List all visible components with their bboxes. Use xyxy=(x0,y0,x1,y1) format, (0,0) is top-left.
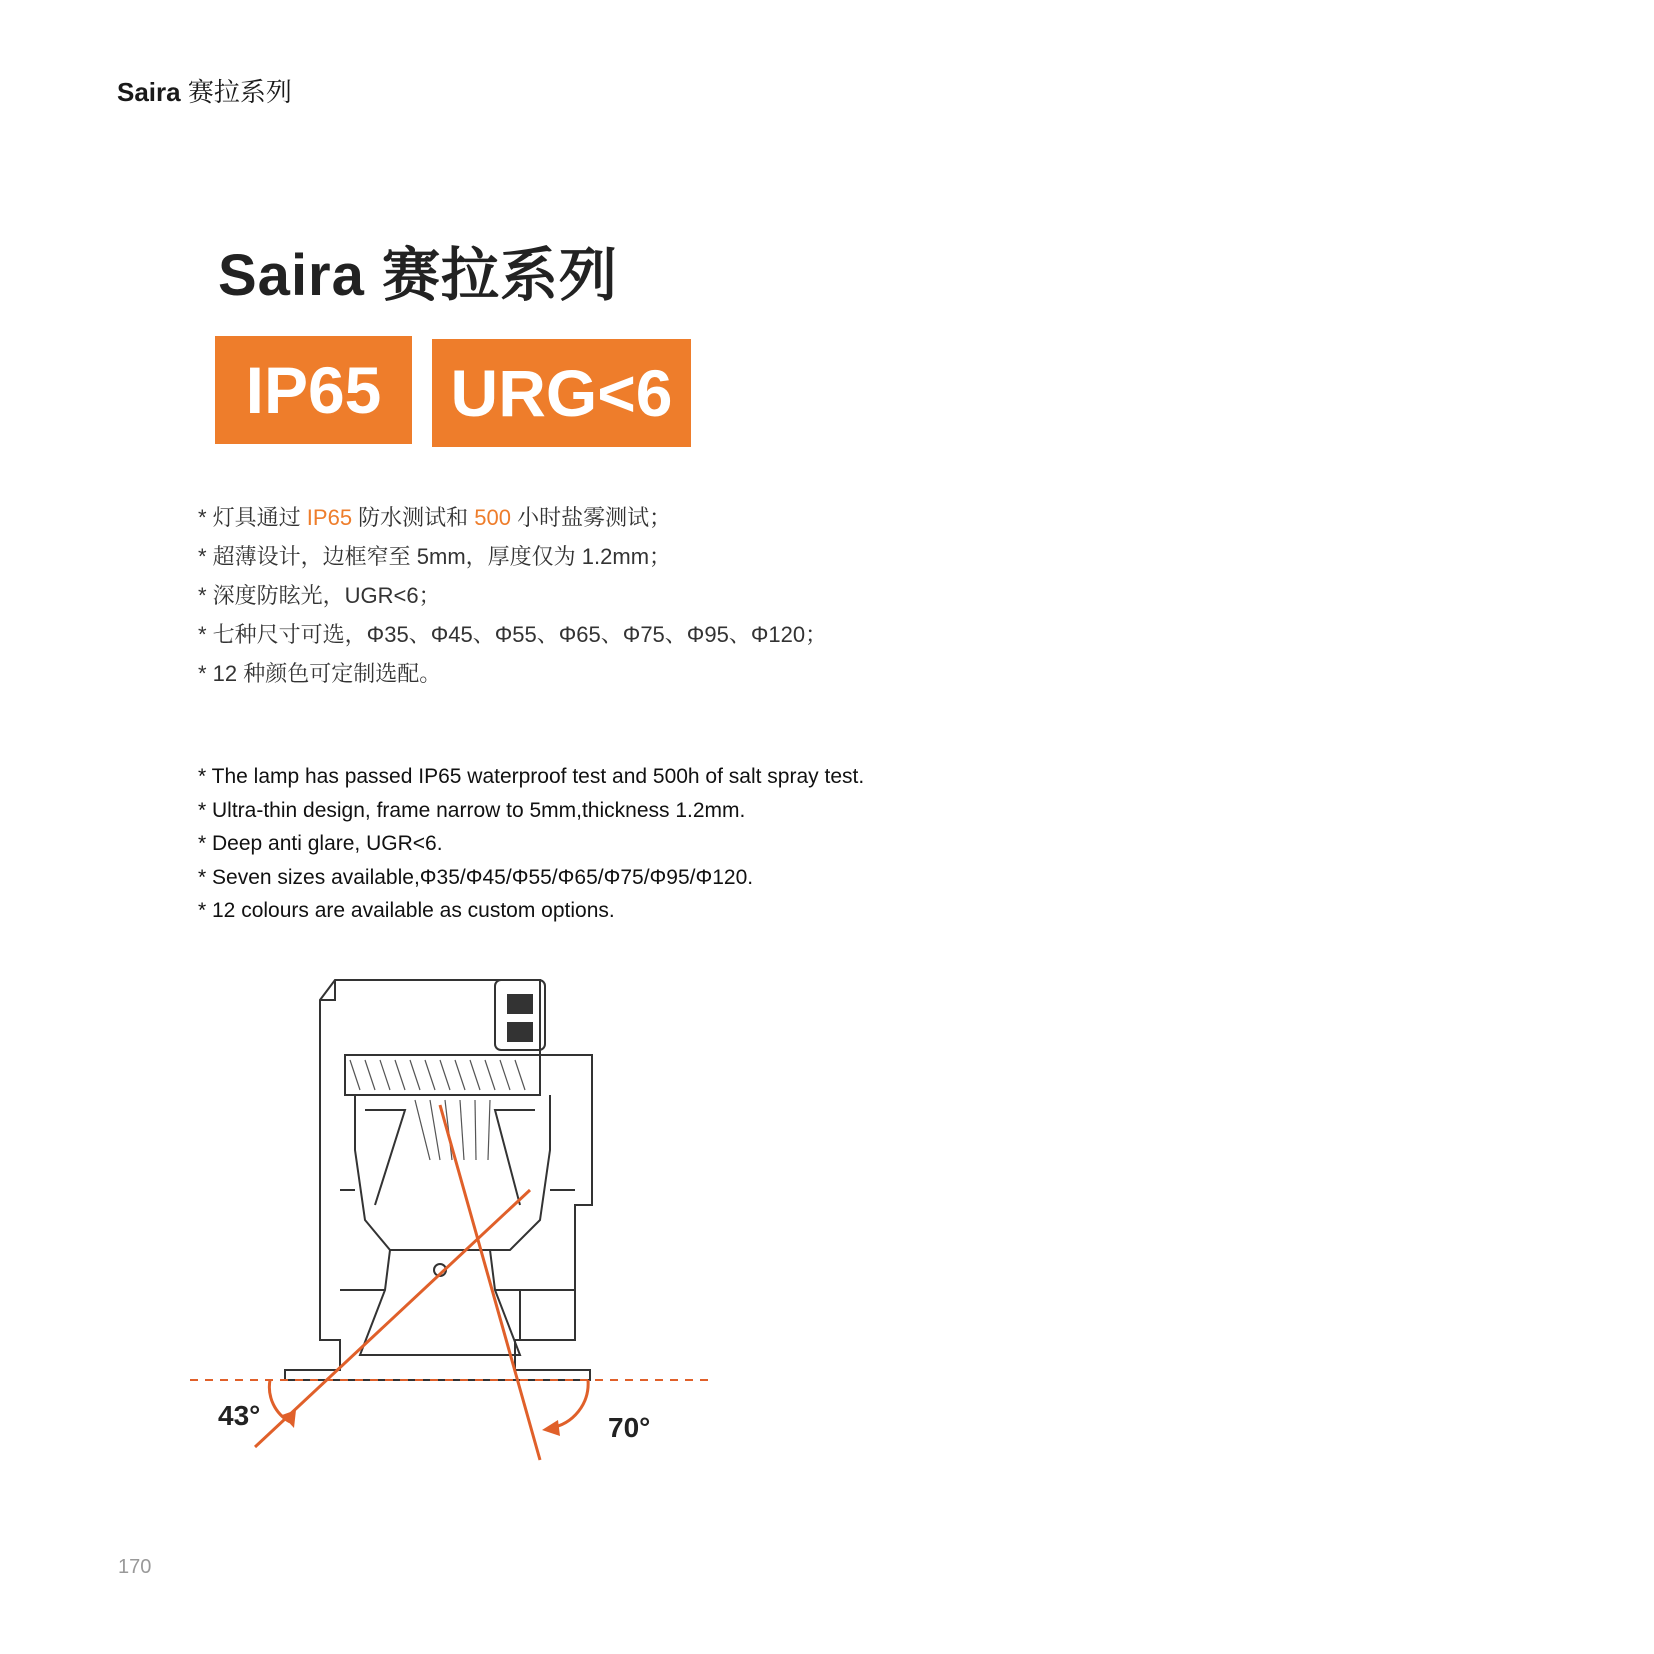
lamp-cross-section-diagram xyxy=(190,960,710,1480)
beam-line-43 xyxy=(255,1190,530,1447)
urg-badge: URG<6 xyxy=(432,339,691,447)
feature-cn-3: * 深度防眩光，UGR<6； xyxy=(198,583,441,608)
feature-cn-1-prefix: * 灯具通过 xyxy=(198,505,307,530)
feature-cn-4: * 七种尺寸可选，Φ35、Φ45、Φ55、Φ65、Φ75、Φ95、Φ120； xyxy=(198,622,828,647)
beam-line-70 xyxy=(440,1105,540,1460)
feature-cn-1-ip: IP65 xyxy=(306,505,353,530)
feature-en-5: * 12 colours are available as custom options. xyxy=(198,899,615,922)
feature-cn-1-hours: 500 xyxy=(474,505,512,530)
angle-label-43: 43° xyxy=(218,1400,261,1431)
feature-en-4: * Seven sizes available,Φ35/Φ45/Φ55/Φ65/Φ75/Φ95/Φ120. xyxy=(198,865,754,889)
feature-cn-5: * 12 种颜色可定制选配。 xyxy=(198,661,442,686)
features-chinese xyxy=(198,498,827,693)
ip65-badge: IP65 xyxy=(215,336,412,444)
feature-cn-2: * 超薄设计，边框窄至 5mm，厚度仅为 1.2mm； xyxy=(198,544,672,569)
angle-arc-70 xyxy=(550,1380,588,1428)
feature-cn-1-suffix: 小时盐雾测试； xyxy=(511,505,672,530)
feature-en-3: * Deep anti glare, UGR<6. xyxy=(198,832,443,855)
feature-cn-1-mid: 防水测试和 xyxy=(352,505,475,530)
page-title: Saira 赛拉系列 xyxy=(218,243,618,308)
angle-label-70: 70° xyxy=(608,1412,651,1443)
feature-cn-1 xyxy=(198,498,827,537)
angle-arrow-70 xyxy=(542,1420,560,1436)
header-series: 赛拉系列 xyxy=(187,77,292,107)
feature-en-1: * The lamp has passed IP65 waterproof test and 500h of salt spray test. xyxy=(198,765,865,788)
page-header xyxy=(117,72,292,109)
header-brand: Saira xyxy=(117,77,181,107)
cable-gland-icon xyxy=(495,980,545,1050)
page-number: 170 xyxy=(118,1556,152,1578)
features-english xyxy=(198,760,864,928)
feature-en-2: * Ultra-thin design, frame narrow to 5mm,thickness 1.2mm. xyxy=(198,798,746,822)
